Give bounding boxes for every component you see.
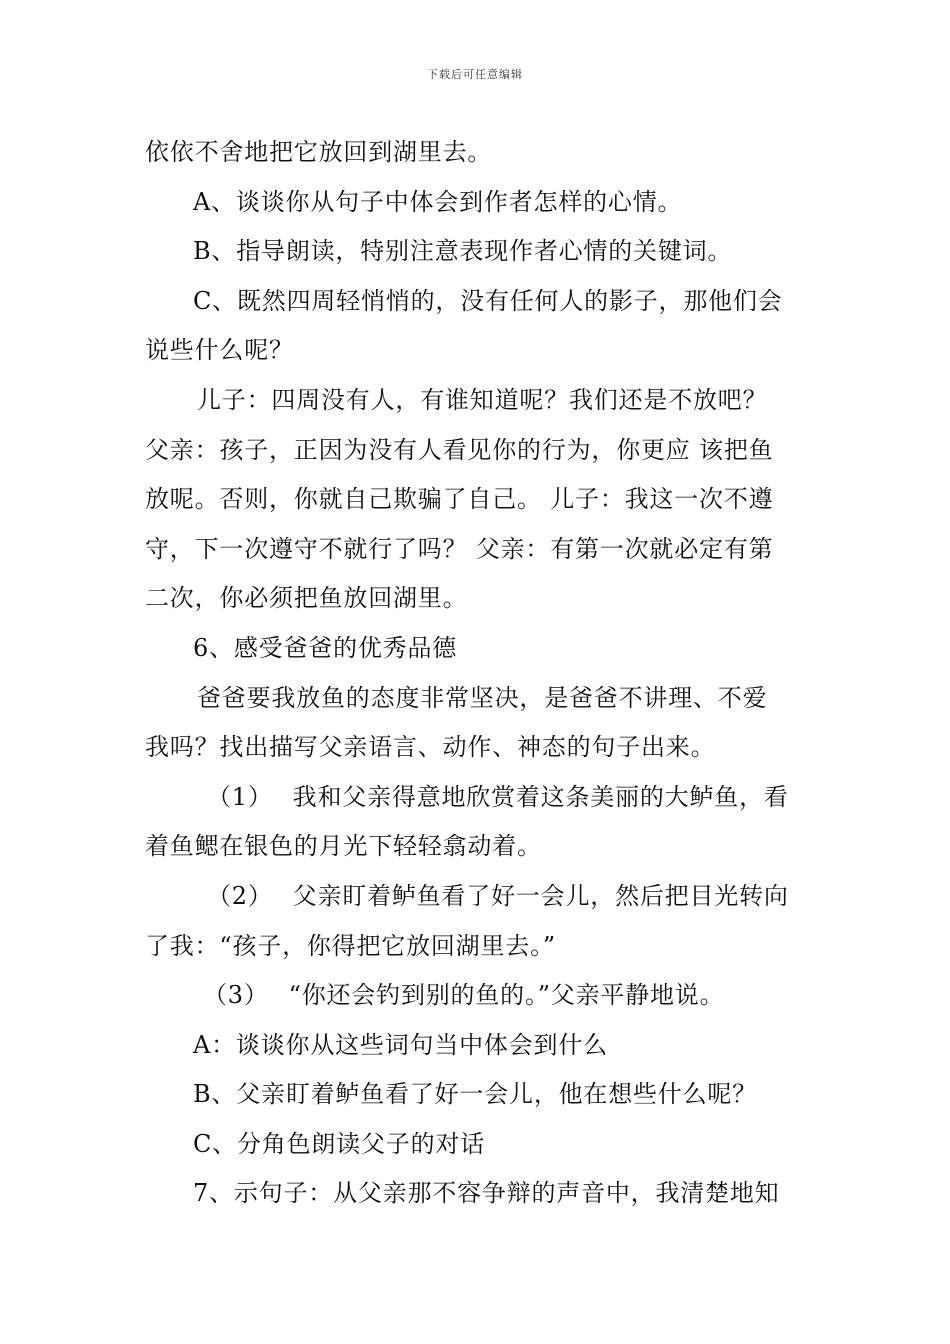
text-line: C、分角色朗读父子的对话 bbox=[193, 1129, 485, 1158]
text-line: B、指导朗读，特别注意表现作者心情的关键词。 bbox=[193, 237, 733, 266]
text-line: 说些什么呢？ bbox=[145, 336, 294, 365]
text-line: 依依不舍地把它放回到湖里去。 bbox=[145, 138, 493, 166]
text-line: 二次，你必须把鱼放回湖里。 bbox=[145, 584, 468, 613]
section-heading: 7、示句子：从父亲那不容争辩的声音中，我清楚地知 bbox=[193, 1179, 780, 1208]
text-line: C、既然四周轻悄悄的，没有任何人的影子，那他们会 bbox=[193, 286, 783, 315]
text-line: 父亲：孩子，正因为没有人看见你的行为，你更应 该把鱼 bbox=[145, 435, 774, 464]
text-line: 了我：“孩子，你得把它放回湖里去。” bbox=[145, 931, 556, 960]
page-header-note: 下载后可任意编辑 bbox=[427, 68, 523, 81]
text-line: 着鱼鳃在银色的月光下轻轻翕动着。 bbox=[145, 832, 542, 861]
text-line: 儿子：四周没有人，有谁知道呢？我们还是不放吧？ bbox=[197, 385, 768, 414]
numbered-item bbox=[145, 971, 810, 1021]
text-line: 爸爸要我放鱼的态度非常坚决，是爸爸不讲理、不爱 bbox=[197, 683, 768, 712]
text-line: 我吗？找出描写父亲语言、动作、神态的句子出来。 bbox=[145, 733, 716, 762]
numbered-item bbox=[145, 773, 810, 823]
text-line: 守，下一次遵守不就行了吗？ 父亲：有第一次就必定有第 bbox=[145, 534, 774, 563]
document-body bbox=[145, 128, 810, 1219]
item-number: （1） bbox=[207, 782, 273, 811]
item-text: “你还会钓到别的鱼的。”父亲平静地说。 bbox=[288, 981, 725, 1010]
item-text: 我和父亲得意地欣赏着这条美丽的大鲈鱼，看 bbox=[292, 782, 789, 811]
text-line: 放呢。否则，你就自己欺骗了自己。 儿子：我这一次不遵 bbox=[145, 485, 774, 514]
text-line: B、父亲盯着鲈鱼看了好一会儿，他在想些什么呢？ bbox=[193, 1080, 758, 1109]
numbered-item bbox=[145, 872, 810, 922]
item-number: （3） bbox=[203, 981, 269, 1010]
item-number: （2） bbox=[207, 881, 273, 910]
text-line: A、谈谈你从句子中体会到作者怎样的心情。 bbox=[193, 187, 683, 216]
item-text: 父亲盯着鲈鱼看了好一会儿，然后把目光转向 bbox=[292, 881, 789, 910]
text-line: A：谈谈你从这些词句当中体会到什么 bbox=[193, 1030, 608, 1059]
section-heading: 6、感受爸爸的优秀品德 bbox=[193, 633, 458, 662]
